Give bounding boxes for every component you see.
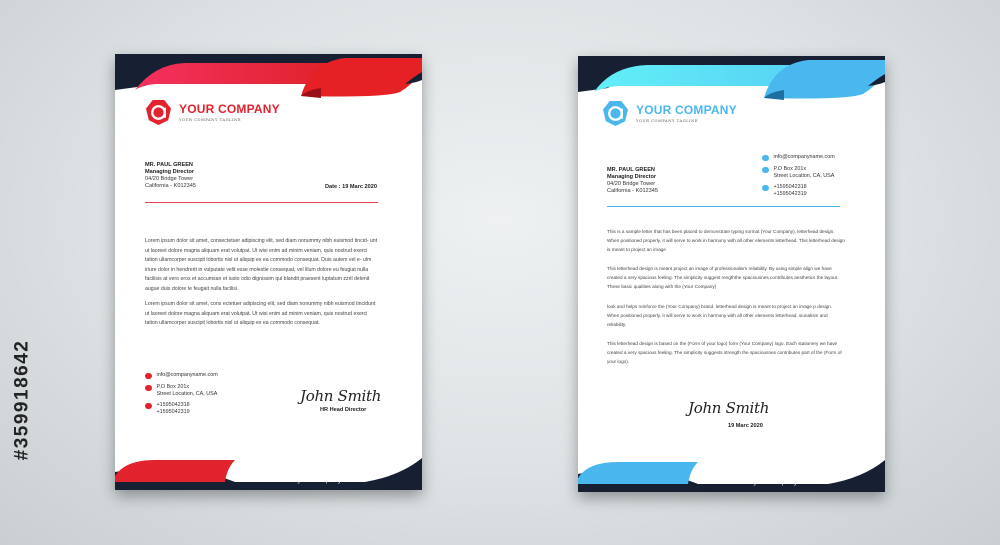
letter-date: Date : 19 Marc 2020 <box>325 184 377 190</box>
body-paragraph: This letterhead design is meant project an image of professionalism reliability. By using simple align we have created a very spacious feeling. The simplicity suggest rengththe spaciousnes contributes aesthetics the layout. These basic qualities along with the (Your Company) <box>607 266 839 289</box>
red-footer-ribbon <box>115 458 422 490</box>
contact-block <box>762 154 835 202</box>
contact-phone: +1595042318 +1595042319 <box>762 184 835 197</box>
blue-header-ribbon <box>578 56 885 106</box>
phone-icon <box>762 185 769 192</box>
recipient-name: MR. PAUL GREEN <box>607 167 655 173</box>
body-paragraph: Lorem ipsum dolor sit amet, consectetuer adipiscing elit, sed diam nonummy nibh euismod tincid- unt ut laoreet dolore magna aliquam erat volutpat. Ut wisi enim ad minim veniam, quis nostrud exerci tation ullamcorper suscipit lobortis nisl ut aliquip ex ea commodo consequat. Duis autem vel e- ulm iriure dolor in hendrerit in vulputate velit esse molestie consequat, vel illum dolore eu feugiat nulla facilisis at vero eros et accumsan et iusto odio dignissim qui blandit praesent luptatum zzril delenit augue duis dolore te feugait nulla facilisi. <box>145 238 378 292</box>
recipient-address-1: 04/20 Bridge Tower <box>145 176 194 182</box>
signature-caption: HR Head Director <box>320 407 367 413</box>
blue-logo <box>602 100 737 127</box>
email-icon <box>145 373 152 380</box>
contact-email: info@companyname.com <box>145 372 218 379</box>
divider-line <box>607 206 840 207</box>
signature-caption: 19 Marc 2020 <box>728 423 763 429</box>
body-paragraph: look and helps reinforce the (Your Company) brand. letterhead design is meant to project an image p design. When positioned properly, it will serve to work in harmony with all other elements letterhead. sionalism and reliability. <box>607 304 833 327</box>
location-icon <box>762 167 769 174</box>
body-paragraph: This is a sample letter that has been placed to demonstrate typing ѕormat (Your Company), letterhead design. When positioned properly, it will serve to work in harmony with all other elements letterhead. This letterhead design is meant to project an image <box>607 229 845 252</box>
recipient-address-2: California - K012345 <box>145 183 196 189</box>
contact-block <box>145 372 218 420</box>
circle-letter-a-icon <box>145 99 172 126</box>
contact-address: P.O Box 201x Street Location, CA, USA <box>145 384 218 397</box>
location-icon <box>145 385 152 392</box>
signature: John Smith <box>300 387 382 405</box>
red-header-ribbon <box>115 54 422 104</box>
website-link[interactable]: www.yourcompany.com <box>736 479 813 486</box>
recipient-block <box>145 162 196 190</box>
recipient-block <box>607 167 658 195</box>
recipient-title: Managing Director <box>145 169 195 175</box>
stock-id-label: #359918642 <box>11 339 33 461</box>
website-link[interactable]: www.yourcompany.com <box>280 477 357 484</box>
contact-address: P.O Box 201x Street Location, CA, USA <box>762 166 835 179</box>
recipient-address-2: California - K012345 <box>607 188 658 194</box>
recipient-address-1: 04/20 Bridge Tower <box>607 181 656 187</box>
contact-email: info@companyname.com <box>762 154 835 161</box>
company-tagline: YOUR COMPANY TAGLINE <box>179 118 242 122</box>
company-name: YOUR COMPANY <box>636 103 737 117</box>
blue-letterhead <box>578 56 885 492</box>
email-icon <box>762 155 769 162</box>
body-paragraph: Lorem ipsum dolor sit amet, cons ectetuer adipiscing elit, sed diam nonummy nibh euismod tincidunt ut laoreet dolore magna aliquam erat volutpat. Ut wisi enim ad minim veniam, quis nostrud exerci tation ullamcorper suscipit lobortis nisl ut aliquip ex ea commodo consequat. <box>145 301 376 327</box>
body-paragraph: This letterhead design is based on the (Form of your logo) form (Your Company) logo. Each stationery we have created a very spacious feeling. The simplicity suggests strength the spaciousnes contributes part of the (Form of your logo). <box>607 341 842 364</box>
signature: John Smith <box>688 399 770 417</box>
divider-line <box>145 202 378 203</box>
circle-letter-a-icon <box>602 100 629 127</box>
recipient-title: Managing Director <box>607 174 657 180</box>
recipient-name: MR. PAUL GREEN <box>145 162 193 168</box>
red-letterhead <box>115 54 422 490</box>
phone-icon <box>145 403 152 410</box>
company-name: YOUR COMPANY <box>179 102 280 116</box>
contact-phone: +1595042318 +1595042319 <box>145 402 218 415</box>
red-logo <box>145 99 280 126</box>
company-tagline: YOUR COMPANY TAGLINE <box>636 119 699 123</box>
blue-footer-ribbon <box>578 460 885 492</box>
